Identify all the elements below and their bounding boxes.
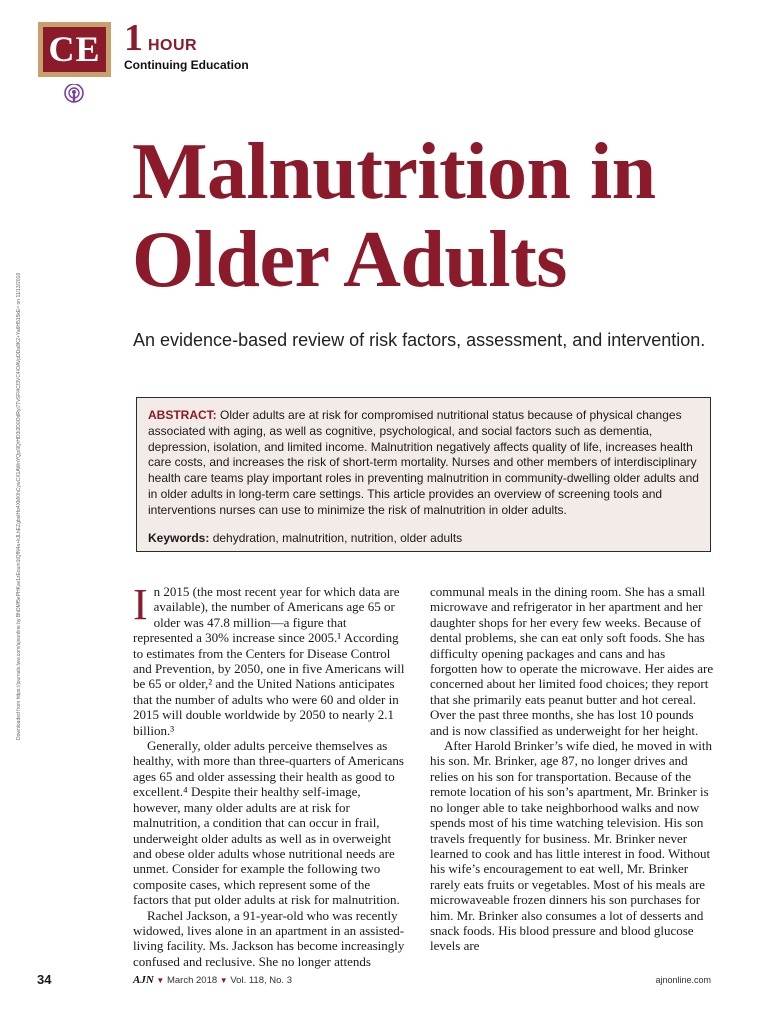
issue-date: March 2018 (166, 975, 218, 986)
body-paragraph (133, 580, 405, 738)
article-title (132, 128, 752, 304)
abstract-paragraph (148, 408, 699, 519)
title-line-1: Malnutrition in (132, 128, 656, 216)
abstract-text: Older adults are at risk for compromised nutritional status because of physical changes associated with aging, as well as cognitive, psychological, and social factors such as dementia, depression, isolation, and limited income. Malnutrition negatively affects quality of life, increases health care costs, and increases the risk of short-term mortality. Nurses and other members of interdisciplinary health care teams play important roles in preventing malnutrition in community-dwelling older adults and in older adults in long-term care settings. This article provides an overview of screening tools and interventions nurses can use to minimize the risk of malnutrition in older adults. (148, 408, 699, 517)
keywords-label: Keywords: (148, 530, 210, 545)
page-number: 34 (37, 972, 52, 987)
hour-word: HOUR (148, 37, 198, 54)
journal-website[interactable]: ajnonline.com (655, 975, 711, 985)
drop-cap: I (133, 580, 148, 629)
title-line-2: Older Adults (132, 216, 567, 304)
hour-line (124, 18, 249, 58)
body-column-right (430, 584, 715, 954)
body-paragraph: communal meals in the dining room. She has a small microwave and refrigerator in her apartment and her daughter shops for her every few weeks. Because of dental problems, she can eat only soft foods. She has difficulty opening packages and cans and has forgotten how to operate the microwave. Her aides are concerned about her limited food choices; they report that she primarily eats peanut butter and hot cereal. Over the past three months, she has lost 10 pounds and is now classified as underweight for her height. (430, 584, 714, 738)
continuing-education-label: Continuing Education (124, 58, 249, 72)
ce-badge-text: CE (43, 27, 106, 72)
keywords-line (148, 531, 699, 547)
journal-name: AJN (133, 974, 154, 986)
keywords-text: dehydration, malnutrition, nutrition, older adults (209, 530, 463, 545)
body-paragraph: Generally, older adults perceive themselves as healthy, with more than three-quarters of Americans ages 65 and older assessing their health as good to excellent.⁴ Despite their healthy self-image, however, many older adults are at risk for malnutrition, a condition that can occur in frail, underweight older adults as well as in overweight and obese older adults whose nutritional needs are unmet. Consider for example the following two composite cases, which represent some of the factors that put older adults at risk for malnutrition. (133, 738, 404, 908)
body-paragraph: After Harold Brinker’s wife died, he moved in with his son. Mr. Brinker, age 87, no longer drives and relies on his son for transportation. Because of the remote location of his son’s apartment, Mr. Brinker is no longer able to take neighborhood walks and now spends most of his time watching television. His son travels frequently for business. Mr. Brinker never learned to cook and has little interest in food. Without his wife’s encouragement to eat well, Mr. Brinker rarely eats fruits or vegetables. Most of his meals are microwaveable frozen dinners his son purchases for him. Mr. Brinker also consumes a lot of desserts and snack foods. His blood pressure and blood glucose levels are (430, 738, 712, 954)
page-footer (0, 972, 768, 992)
article-subtitle: An evidence-based review of risk factors, assessment, and intervention. (133, 330, 706, 350)
podcast-icon[interactable] (64, 84, 84, 104)
ce-badge (38, 22, 111, 77)
paragraph-text: n 2015 (the most recent year for which data are available), the number of Americans age 65 or older was 47.8 million—a figure that represented a 30% increase since 2005.¹ According to estimates from the Centers for Disease Control and Prevention, by 2050, one in five Americans will be 65 or older,² and the United Nations anticipates that the number of adults who were 60 and older in 2015 will double worldwide by 2050 to nearly 2.1 billion.³ (133, 584, 405, 738)
download-notice: Downloaded from https://journals.lww.com/ajnonline by BhDMf5ePHKav1zEoum1tQfN4a+kJLhEZgbsIHo4XMi0hCywCX1AWnYQp/IlQrHD3i3D0OdRyi7TvSFl4Cf3VC4/OAVpDDa8K2+Ya6H515kE= on 11/13/2018 (16, 272, 22, 740)
triangle-down-icon: ▼ (156, 976, 165, 985)
abstract-label: ABSTRACT: (148, 408, 217, 422)
body-column-left (133, 580, 405, 969)
issue-volume: Vol. 118, No. 3 (230, 975, 292, 986)
body-paragraph: Rachel Jackson, a 91-year-old who was recently widowed, lives alone in an apartment in an assisted-living facility. Ms. Jackson has become increasingly confused and reclusive. She no longer attends (133, 907, 405, 969)
journal-citation (133, 974, 292, 986)
ce-hour-block (124, 18, 249, 72)
triangle-down-icon: ▼ (219, 976, 228, 985)
hour-number: 1 (124, 17, 143, 59)
abstract-box (136, 397, 711, 552)
